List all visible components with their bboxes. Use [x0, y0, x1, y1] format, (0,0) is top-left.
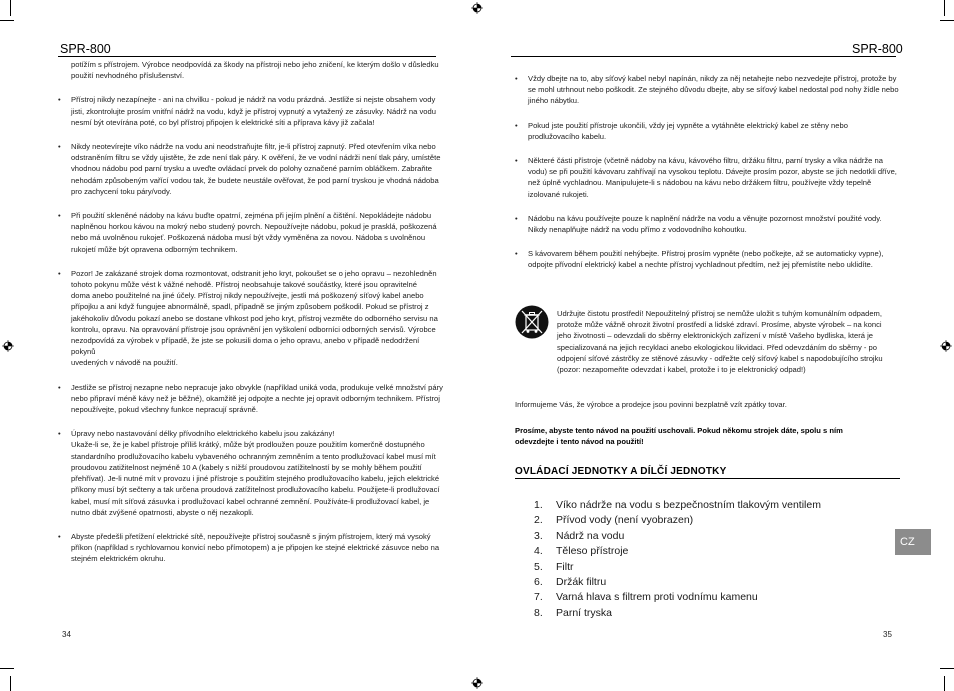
text-line: rukojetí může být opravena odborným technikem.	[71, 244, 238, 254]
list-item	[515, 248, 900, 270]
item-number: 1.	[534, 499, 543, 511]
text-line: přehřívat). Je-li nutné mít v provozu i jiné přístroje s použitím stejného prodlužovacího kabelu, jejich elektrické	[71, 474, 440, 484]
list-item	[534, 590, 821, 605]
header-rule	[58, 56, 436, 57]
list-item	[58, 531, 443, 565]
text-line: • Pokud jste použití přístroje ukončili, vždy jej vypněte a vytáhněte elektrický kabel ze stěny nebo	[528, 120, 848, 130]
header-rule	[511, 56, 896, 57]
item-label: Parní tryska	[556, 606, 613, 619]
text-line: potížím s přístrojem. Výrobce neodpovídá za škody na přístroji nebo jeho zničení, ke kterým došlo v důsledku	[71, 60, 439, 69]
text-line: • Pozor! Je zakázané strojek doma rozmontovat, odstranit jeho kryt, pokoušet se o jeho opravu – nezohledněn	[71, 268, 437, 278]
language-tab: CZ	[895, 529, 931, 555]
text-line: vhodnou nádobu pod parní trysku a uveďte ovládací prvek do polohy označené parním obláčkem. Zabraňte	[71, 164, 432, 174]
text-line: • Nikdy neotevírejte víko nádrže na vodu ani neodstraňujte filtr, je-li přístroj zapnutý. Před otevřením víka nebo	[71, 142, 436, 152]
list-item	[515, 120, 900, 142]
text-line: nepoužívejte, pokud všechny funkce nepracují správně.	[71, 405, 259, 415]
model-header: SPR-800	[60, 42, 111, 56]
text-line: odpojte přívodní elektrický kabel a nechte přístroj vychladnout předtím, než jej přemístíte nebo uklidíte.	[528, 260, 873, 270]
text-line: se mohl utrhnout nebo poškodit. Ze stejného důvodu dbejte, aby se síťový kabel nedostal pod nohy žídle nebo	[528, 85, 899, 95]
item-number: 3.	[534, 529, 543, 542]
item-label: Víko nádrže na vodu s bezpečnostním tlakovým ventilem	[556, 499, 821, 511]
text-line: Nikdy nenaplňujte nádrž na vodu přímo z vodovodního kohoutku.	[528, 225, 747, 235]
keep-manual-notice	[515, 425, 900, 447]
text-line: izolované rukojeti.	[528, 189, 589, 199]
list-item	[515, 213, 900, 235]
text-line: kontrolu, opravu. Na opravování přístroje jsou oprávnění jen vyškolení odborníci odborných servisů. Výrobce	[71, 324, 436, 334]
text-line: použití nevhodného příslušenství.	[71, 71, 185, 81]
text-line: jeho životnosti – odevzdali do sběrny elektronických zařízení v místě Vašeho bydliska, která je	[557, 331, 874, 341]
text-line: naplněnou horkou kávou na mokrý nebo studený povrch. Nepoužívejte nádobu, pokud je prasklá, poškozená	[71, 222, 437, 232]
section-title: OVLÁDACÍ JEDNOTKY A DÍLČÍ JEDNOTKY	[515, 466, 727, 477]
page-number: 34	[62, 630, 71, 639]
text-line: • Přístroj nikdy nezapínejte - ani na chvilku - pokud je nádrž na vodu prázdná. Jestliže si nejste obsahem vody	[71, 95, 436, 105]
text-line: nesmí být otevírána poté, co byl přístroj připojen k elektrické síti a příprava kávy již začala!	[71, 117, 375, 127]
text-line: Udržujte čistotu prostředí! Nepoužitelný přístroj se nemůže uložit s tuhým komunálním odpadem,	[557, 309, 882, 318]
item-label: Nádrž na vodu	[556, 529, 625, 542]
text-line: stejném elektrickém okruhu.	[71, 554, 166, 564]
text-line: jiného nábytku.	[528, 96, 580, 106]
list-item	[58, 428, 443, 518]
text-line: proudovou zatižitelnost nejméně 10 A (kabely s nižší proudovou zatížitelností by se mohly během použití	[71, 462, 422, 472]
model-header: SPR-800	[852, 42, 903, 56]
list-item	[534, 529, 821, 544]
text-line: příkon (například s rychlovarnou konvicí nebo přímotopem) a je připojen ke stejné elektrické zásuvce nebo na	[71, 543, 440, 553]
item-label: Varná hlava s filtrem proti vodnímu kamenu	[556, 591, 758, 604]
text-line: nehodám způsobeným vařící vodou tak, že budete neustále ověřovat, že pod parní tryskou je vhodná nádoba	[71, 175, 439, 185]
text-line: • S kávovarem během použití nehýbejte. Přístroj prosím vypněte (nebo počkejte, až se automaticky vypne),	[528, 249, 884, 259]
item-number: 5.	[534, 560, 543, 573]
list-item	[534, 513, 821, 528]
text-line: • Některé části přístroje (včetně nádoby na kávu, kávového filtru, držáku filtru, parní trysky a víka nádrže na	[528, 156, 883, 166]
list-item	[534, 544, 821, 559]
text-line: nutno dbát zvýšené opatrnosti, abyste o něj nezakopli.	[71, 507, 254, 517]
text-line: příkony musí být sečteny a tak určena proudová zatížitelnost prodlužovacího kabelu. Použijete-li prodlužovací	[71, 485, 440, 495]
list-item	[515, 73, 900, 107]
text-line: Ukaže-li se, že je kabel přístroje příliš krátký, může být prodloužen pouze použitím komerčně dostupného	[71, 440, 425, 450]
item-label: Filtr	[556, 560, 574, 573]
text-line: než úplně vychladnou. Manipulujete-li s nádobou na kávu nebo držákem filtru, používejte vždy tepelně	[528, 178, 872, 188]
text-line: • Jestliže se přístroj nezapne nebo nepracuje jako obvykle (například uniká voda, produkuje velké množství páry	[71, 382, 443, 392]
list-item	[534, 606, 821, 621]
recycle-notice	[557, 308, 897, 375]
text-line: nezodpovídá za výrobek v případě, že jste se pokusili doma o jeho opravu, anebo v případě nedodržení pokynů	[71, 336, 420, 357]
list-item	[534, 575, 821, 590]
text-line: nebo má uvolněnou rukojeť. Poškozená nádoba musí být vždy vyměněna za novou. Nádoba s uvolněnou	[71, 233, 426, 243]
list-item	[58, 141, 443, 197]
text-line: nebo připraví méně kávy než je běžné), okamžitě jej odpojte a nechte jej opravit odborným technikem. Přístroj	[71, 393, 440, 403]
text-line: • Úpravy nebo nastavování délky přívodního elektrického kabelu jsou zakázány!	[71, 429, 335, 439]
list-item	[58, 210, 443, 255]
item-number: 4.	[534, 545, 543, 558]
item-number: 2.	[534, 514, 543, 527]
item-number: 7.	[534, 591, 543, 604]
list-item	[515, 155, 900, 200]
text-line: • Při použití skleněné nádoby na kávu buďte opatrní, zejména při jejím plnění a čištění. Nepokládejte nádobu	[71, 211, 432, 221]
text-line: jakéhokoliv důvodu pokazí anebo se dostane vlhkost pod jeho kryt, přístroj vezměte do odborného servisu na	[71, 313, 438, 323]
text-line: pro zachycení toku páry/vody.	[71, 186, 172, 196]
list-item	[534, 560, 821, 575]
text-line: standardního prodlužovacího kabelu vybaveného ochranným zemněním a tento prodlužovací kabel musí mít	[71, 451, 436, 461]
text-line: protože může vážně ohrozit životní prostředí a lidské zdraví. Prosíme, abyste výrobek – na konci	[557, 320, 882, 330]
text-line: doma anebo použitelné na jiné účely. Přístroj nikdy nepoužívejte, jestli má poškozený síťový kabel anebo	[71, 291, 424, 301]
text-line: prodlužovacího kabelu.	[528, 131, 607, 141]
page-number: 35	[883, 630, 892, 639]
text-line: (pozor: nezapomeňte odevzdat i kabel, protože i to je elektronický odpad!)	[557, 365, 806, 375]
intro-paragraph	[58, 59, 443, 81]
text-line: specializovaná na jejich recyklaci anebo ekologickou likvidaci. Před odevzdáním do sběrny - po	[557, 342, 877, 352]
section-rule	[515, 478, 900, 479]
text-line: Prosíme, abyste tento návod na použití uschovali. Pokud někomu strojek dáte, spolu s ním	[515, 426, 843, 435]
text-line: jisti, zkontrolujte prosím vnitřní nádrž na vodu, když je přístroj vypnutý a vytažený ze zásuvky. Nádrž na vodu	[71, 106, 436, 116]
list-item	[58, 94, 443, 128]
left-body	[58, 59, 443, 578]
list-item	[58, 382, 443, 416]
parts-list	[534, 498, 821, 621]
text-line: • Nádobu na kávu používejte pouze k naplnění nádrže na vodu a věnujte pozornost množství použité vody.	[528, 213, 882, 223]
item-label: Přívod vody (není vyobrazen)	[556, 514, 694, 527]
crossed-out-wheelie-bin-icon	[515, 305, 549, 339]
right-body	[515, 73, 900, 284]
list-item	[58, 268, 443, 369]
text-line: • Vždy dbejte na to, aby síťový kabel nebyl napínán, nikdy za něj netahejte nebo nezvedejte přístroj, protože by	[528, 74, 897, 83]
text-line: • Abyste předešli přetížení elektrické sítě, nepoužívejte přístroj současně s jiným přístrojem, který má vysoký	[71, 531, 431, 541]
item-number: 6.	[534, 576, 543, 589]
text-line: odstraněním filtru se vždy ujistěte, že zde není tlak páry. K ověření, že ve vodní nádrži není tlak páry, umístěte	[71, 153, 441, 163]
text-line: odpojení síťové zástrčky ze stěnové zásuvky - odřežte celý síťový kabel s napodobujícího strojku	[557, 353, 883, 363]
text-line: odevzdejte i tento návod na použití!	[515, 437, 644, 447]
list-item	[534, 498, 821, 513]
right-page	[477, 0, 954, 691]
item-label: Těleso přístroje	[556, 545, 629, 558]
text-line: kabel, musí mít síťová zásuvka i prodlužovací kabel ochranné zemnění. Používáte-li prodlužovací kabel, je	[71, 496, 430, 506]
text-line: tohoto pokynu může vést k vážné nehodě. Přístroj neobsahuje takové součástky, které jsou opravitelné	[71, 280, 417, 290]
text-line: vodu) se při použití kávovaru zahřívají na vysokou teplotu. Dávejte prosím pozor, abyste se jich nedotkli dříve,	[528, 167, 897, 177]
item-number: 8.	[534, 606, 543, 619]
item-label: Držák filtru	[556, 576, 607, 589]
text-line: přípojku a ani když fungujee abnormálně, spadl, případně se jiným způsobem poškodil. Pokud se přístroj z	[71, 302, 429, 312]
info-line: Informujeme Vás, že výrobce a prodejce jsou povinni bezplatně vzít zpátky tovar.	[515, 400, 787, 409]
text-line: uvedených v návodě na použití.	[71, 358, 178, 368]
